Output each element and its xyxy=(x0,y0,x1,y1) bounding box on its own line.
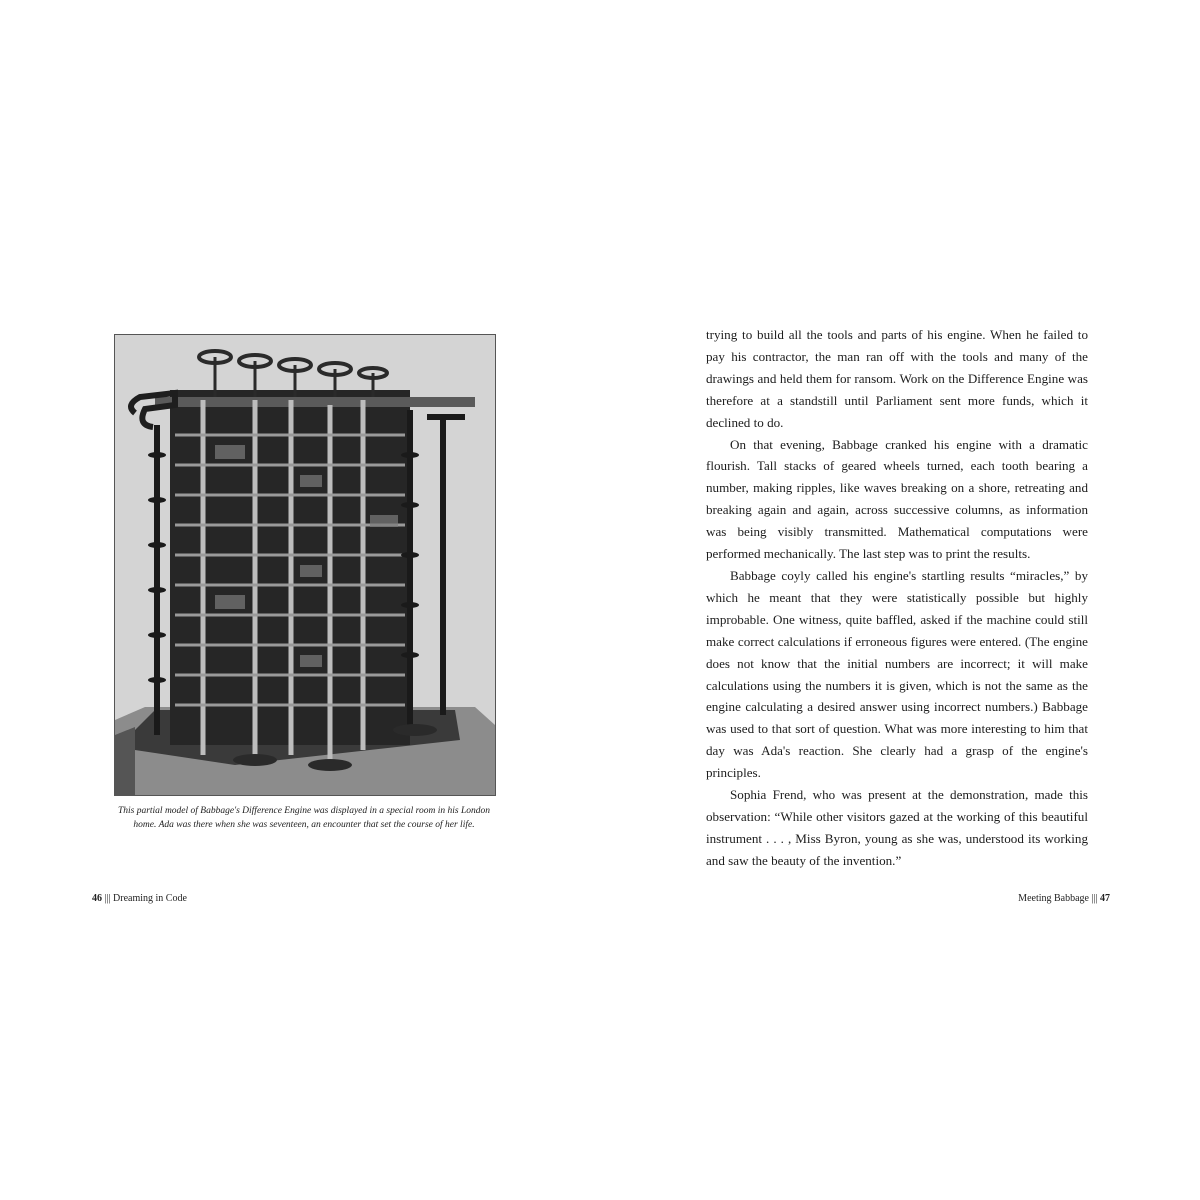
page-number: 47 xyxy=(1100,893,1110,904)
folio-left xyxy=(92,893,187,904)
paragraph: Babbage coyly called his engine's startling results “miracles,” by which he meant that they were statistically possible but highly improbable. One witness, quite baffled, asked if the machine could still make correct calculations if erroneous figures were entered. (The engine does not know that the initial numbers are incorrect; it will make calculations using the numbers it is given, which is not the same as the engine calculating a desired answer using incorrect numbers.) Babbage was used to that sort of question. What was more interesting to him that day was Ada's reaction. She clearly had a grasp of the engine's principles. xyxy=(706,567,1088,781)
engine-illustration-icon xyxy=(115,335,495,795)
body-text xyxy=(706,324,1088,872)
paragraph: trying to build all the tools and parts of his engine. When he failed to pay his contractor, the man ran off with the tools and many of the drawings and held them for ransom. Work on the Difference Engine was therefore at a standstill until Parliament sent more funds, which it declined to do. xyxy=(706,327,1088,430)
difference-engine-photo xyxy=(114,334,496,796)
paragraph: On that evening, Babbage cranked his engine with a dramatic flourish. Tall stacks of geared wheels turned, each tooth bearing a number, making ripples, like waves breaking on a shore, retreating and breaking again and again, across successive columns, as information was being visibly transmitted. Mathematical computations were performed mechanically. The last step was to print the results. xyxy=(706,436,1088,562)
figure-caption: This partial model of Babbage's Difference Engine was displayed in a special room in his London home. Ada was there when she was seventeen, an encounter that set the course of her life. xyxy=(117,806,491,830)
right-page xyxy=(600,0,1200,1200)
page-number: 46 xyxy=(92,893,102,904)
folio-right xyxy=(1018,893,1110,904)
running-head: Meeting Babbage xyxy=(1018,893,1089,904)
folio-separator: ||| xyxy=(104,893,111,904)
folio-separator: ||| xyxy=(1091,893,1098,904)
running-head: Dreaming in Code xyxy=(113,893,187,904)
paragraph: Sophia Frend, who was present at the demonstration, made this observation: “While other visitors gazed at the working of this beautiful instrument . . . , Miss Byron, young as she was, understood its working and saw the beauty of the invention.” xyxy=(706,787,1088,868)
